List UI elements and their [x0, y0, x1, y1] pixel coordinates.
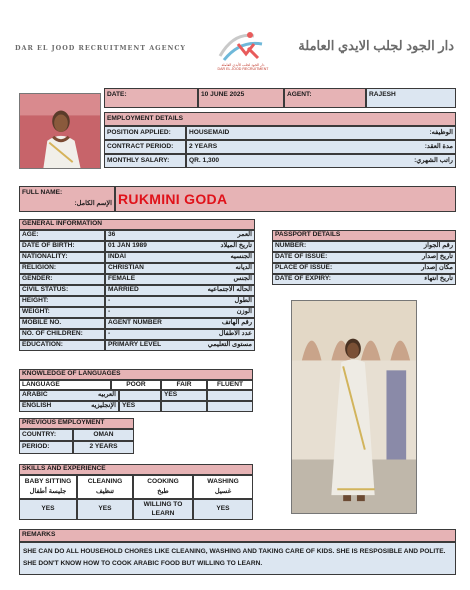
- general-row-label: NO. OF CHILDREN:: [19, 329, 105, 340]
- agent-value: RAJESH: [366, 88, 456, 108]
- general-row-value: [105, 307, 255, 318]
- passport-row-ar: رقم الجواز: [423, 242, 453, 250]
- passport-row-ar: تاريخ إصدار: [422, 253, 453, 261]
- general-row-label: RELIGION:: [19, 263, 105, 274]
- skill-header: [19, 475, 77, 499]
- general-row-value-text: 01 JAN 1989: [108, 242, 147, 250]
- general-row-value: [105, 274, 255, 285]
- skill-header-en: WASHING: [207, 477, 239, 485]
- lang-english-poor: YES: [119, 401, 161, 412]
- skill-header: [133, 475, 193, 499]
- passport-details-title: PASSPORT DETAILS: [272, 230, 456, 241]
- passport-row-label: DATE OF EXPIRY:: [275, 275, 331, 283]
- general-row-value-ar: الطول: [234, 297, 252, 305]
- skill-value: YES: [77, 499, 133, 520]
- prev-period-value: 2 YEARS: [73, 441, 134, 454]
- skill-header-en: COOKING: [147, 477, 179, 485]
- general-row-value-text: AGENT NUMBER: [108, 319, 162, 327]
- general-row-value-ar: مستوى التعليمي: [207, 341, 252, 349]
- general-row-value: [105, 318, 255, 329]
- general-row-label: WEIGHT:: [19, 307, 105, 318]
- logo-caption-en: DAR EL JOOD RECRUITMENT: [217, 67, 269, 72]
- skill-header: [193, 475, 253, 499]
- candidate-full-body-photo: [291, 300, 417, 514]
- prev-country-value: OMAN: [73, 429, 134, 441]
- contract-period-text: 2 YEARS: [189, 142, 218, 150]
- general-row-label: HEIGHT:: [19, 296, 105, 307]
- languages-title: KNOWLEDGE OF LANGUAGES: [19, 369, 253, 380]
- general-row-value-ar: الوزن: [236, 308, 252, 316]
- general-row-value-text: -: [108, 330, 111, 338]
- previous-employment-title: PREVIOUS EMPLOYMENT: [19, 418, 134, 429]
- lang-english-name: [19, 401, 119, 412]
- lang-arabic-en: ARABIC: [22, 391, 48, 399]
- prev-period-label: PERIOD:: [19, 441, 73, 454]
- general-row-value-ar: الجنسيه: [230, 253, 252, 261]
- general-row-value-text: 36: [108, 231, 116, 239]
- skill-value: YES: [193, 499, 253, 520]
- lang-header-fluent: FLUENT: [207, 380, 253, 390]
- skill-header-ar: تنظيف: [95, 487, 115, 495]
- monthly-salary-text: QR. 1,300: [189, 156, 220, 164]
- position-applied-value: [186, 126, 456, 140]
- general-row-value-text: -: [108, 297, 111, 305]
- general-row-value-text: -: [108, 308, 111, 316]
- lang-arabic-fair: YES: [161, 390, 207, 401]
- lang-arabic-poor: [119, 390, 161, 401]
- full-name-value: [115, 186, 456, 212]
- general-row-label: EDUCATION:: [19, 340, 105, 351]
- prev-country-label: COUNTRY:: [19, 429, 73, 441]
- general-row-label: GENDER:: [19, 274, 105, 285]
- passport-row-label: DATE OF ISSUE:: [275, 253, 328, 261]
- general-row-value: [105, 329, 255, 340]
- position-applied-text: HOUSEMAID: [189, 128, 230, 136]
- general-row-label: MOBILE NO.: [19, 318, 105, 329]
- remarks-title: REMARKS: [19, 529, 456, 542]
- general-row-value: [105, 285, 255, 296]
- employment-details-title: EMPLOYMENT DETAILS: [104, 112, 456, 126]
- passport-row: [272, 241, 456, 252]
- monthly-salary-value: [186, 154, 456, 168]
- general-row-label: AGE:: [19, 230, 105, 241]
- monthly-salary-label: MONTHLY SALARY:: [104, 154, 186, 168]
- skills-title: SKILLS AND EXPERIENCE: [19, 464, 253, 475]
- general-row-value-ar: الديانه: [235, 264, 252, 272]
- skill-header-ar: غسيل: [214, 487, 232, 495]
- agent-label: AGENT:: [284, 88, 366, 108]
- general-row-value-ar: رقم الهاتف: [221, 319, 252, 327]
- agency-name-ar: دار الجود لجلب الايدي العاملة: [298, 38, 454, 53]
- general-row-value-ar: عدد الاطفال: [218, 330, 252, 338]
- logo-caption-ar: دار الجود لجلب الأيدي العاملة: [221, 63, 265, 67]
- lang-header-language: LANGUAGE: [19, 380, 111, 390]
- candidate-portrait-photo: [19, 93, 101, 169]
- general-row-label: DATE OF BIRTH:: [19, 241, 105, 252]
- logo-caption: [208, 63, 278, 72]
- position-applied-ar: الوظيفه:: [429, 128, 453, 136]
- lang-arabic-name: [19, 390, 119, 401]
- general-row-value: [105, 252, 255, 263]
- passport-row-label: PLACE OF ISSUE:: [275, 264, 333, 272]
- passport-row: [272, 252, 456, 263]
- general-row-label: CIVIL STATUS:: [19, 285, 105, 296]
- full-name-label-en: FULL NAME:: [22, 189, 63, 197]
- lang-header-fair: FAIR: [161, 380, 207, 390]
- remarks-text: SHE CAN DO ALL HOUSEHOLD CHORES LIKE CLEANING, WASHING AND TAKING CARE OF KIDS. SHE IS RESPOSIBLE AND POLITE. SHE DON'T KNOW HOW TO COOK ARABIC FOOD BUT WILLING TO LEARN.: [19, 542, 456, 575]
- date-label: DATE:: [104, 88, 198, 108]
- general-row-value-text: MARRIED: [108, 286, 139, 294]
- general-row-value: [105, 296, 255, 307]
- full-name-text: RUKMINI GODA: [118, 191, 228, 207]
- skill-header: [77, 475, 133, 499]
- skill-header-en: CLEANING: [87, 477, 123, 485]
- skill-value: YES: [19, 499, 77, 520]
- general-row-value-text: CHRISTIAN: [108, 264, 144, 272]
- general-row-value-text: INDAI: [108, 253, 126, 261]
- lang-english-fair: [161, 401, 207, 412]
- full-name-label-ar: الإسم الكامل:: [74, 200, 112, 207]
- contract-period-label: CONTRACT PERIOD:: [104, 140, 186, 154]
- passport-row: [272, 263, 456, 274]
- general-row-value: [105, 340, 255, 351]
- lang-english-en: ENGLISH: [22, 402, 52, 410]
- general-row-value-ar: العمر: [237, 231, 252, 239]
- general-row-label: NATIONALITY:: [19, 252, 105, 263]
- passport-row: [272, 274, 456, 285]
- lang-english-ar: الإنجليزيه: [91, 402, 116, 410]
- monthly-salary-ar: راتب الشهري:: [414, 156, 453, 164]
- general-row-value-text: PRIMARY LEVEL: [108, 341, 162, 349]
- general-row-value: [105, 241, 255, 252]
- position-applied-label: POSITION APPLIED:: [104, 126, 186, 140]
- general-row-value: [105, 263, 255, 274]
- skill-header-ar: طبخ: [157, 487, 169, 495]
- general-row-value: [105, 230, 255, 241]
- passport-row-ar: تاريخ انتهاء: [424, 275, 453, 283]
- general-row-value-text: FEMALE: [108, 275, 136, 283]
- lang-arabic-ar: العربيه: [97, 391, 116, 399]
- lang-arabic-fluent: [207, 390, 253, 401]
- lang-header-poor: POOR: [111, 380, 161, 390]
- general-row-value-ar: تاريخ الميلاد: [220, 242, 252, 250]
- lang-english-fluent: [207, 401, 253, 412]
- passport-row-ar: مكان إصدار: [421, 264, 453, 272]
- passport-row-label: NUMBER:: [275, 242, 307, 250]
- agency-name-en: DAR EL JOOD RECRUITMENT AGENCY: [15, 44, 186, 52]
- general-row-value-ar: الحاله الاجتماعيه: [207, 286, 252, 294]
- skill-header-ar: جليسة أطفال: [29, 487, 67, 495]
- skill-header-en: BABY SITTING: [24, 477, 72, 485]
- general-row-value-ar: الجنس: [233, 275, 252, 283]
- skill-value: WILLING TO LEARN: [133, 499, 193, 520]
- date-value: 10 JUNE 2025: [198, 88, 284, 108]
- contract-period-ar: مدة العقد:: [424, 142, 453, 150]
- full-name-label: [19, 186, 115, 212]
- contract-period-value: [186, 140, 456, 154]
- general-info-title: GENERAL INFORMATION: [19, 219, 255, 230]
